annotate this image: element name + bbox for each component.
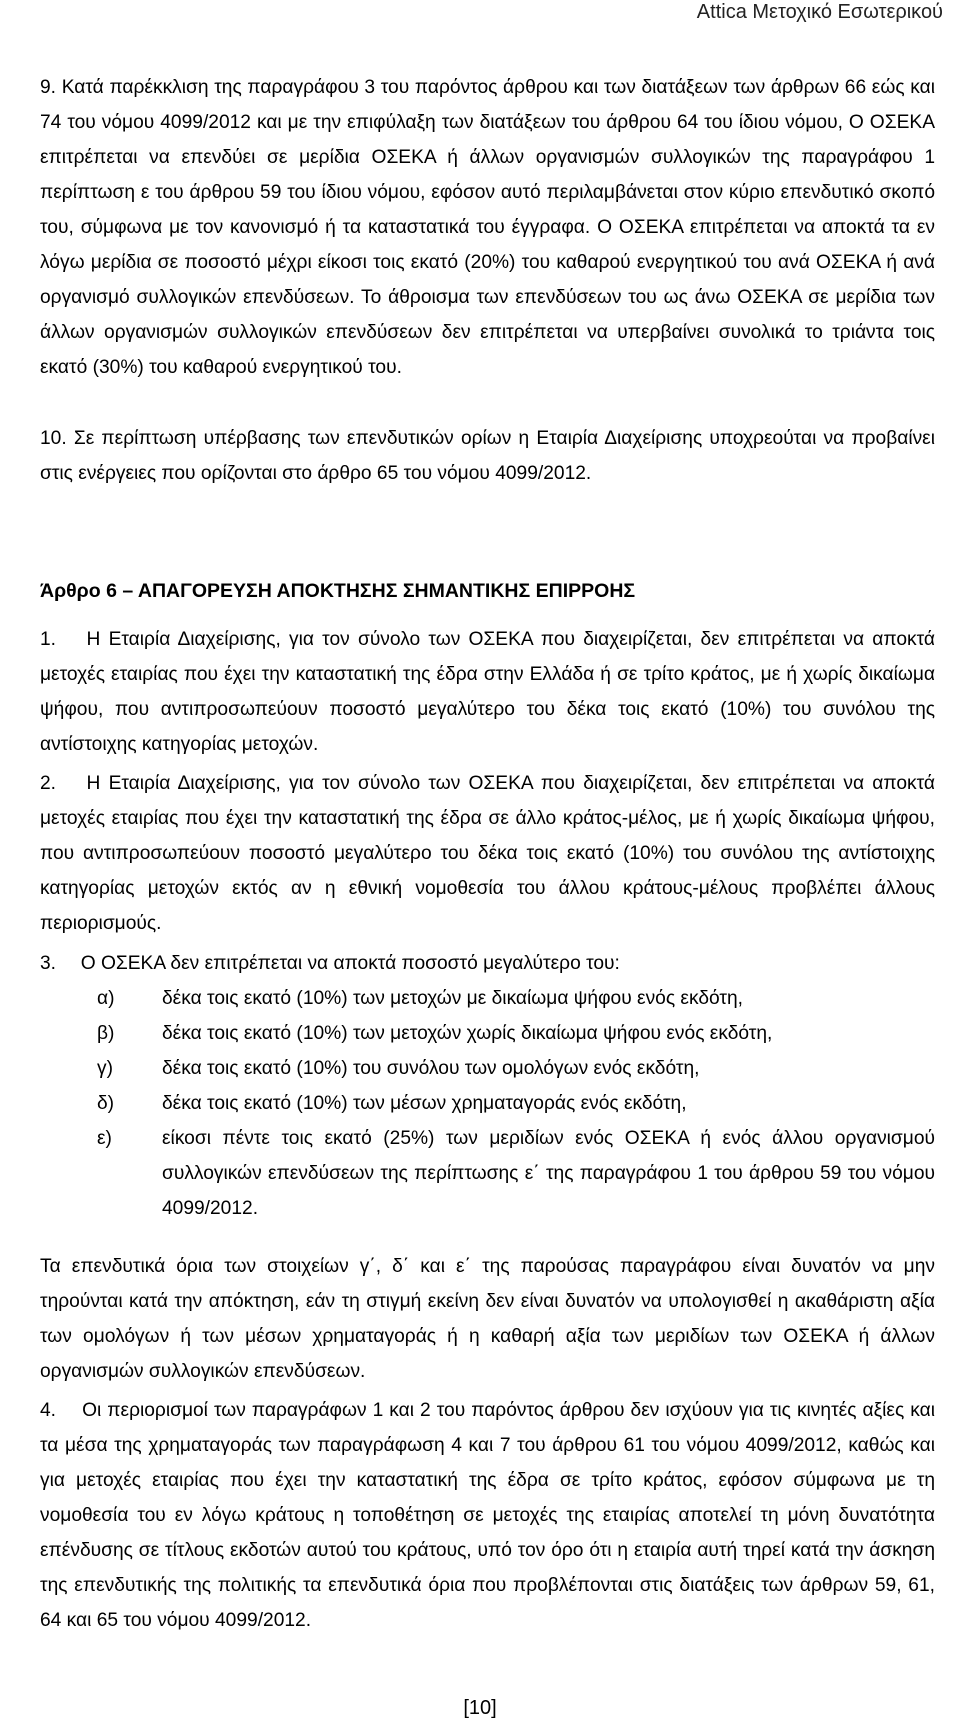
article-paragraph-2 [40, 766, 935, 941]
list-item [97, 1086, 935, 1121]
list-item-label: γ) [97, 1058, 113, 1079]
article-paragraph-2-number: 2. [40, 773, 57, 794]
article-paragraph-4 [40, 1393, 935, 1638]
list-item-label: ε) [97, 1128, 112, 1149]
article-paragraph-4-number: 4. [40, 1400, 57, 1421]
list-item-text: δέκα τοις εκατό (10%) των μέσων χρηματαγοράς ενός εκδότη, [162, 1093, 687, 1114]
list-item-label: β) [97, 1023, 115, 1044]
article-heading: Άρθρο 6 – ΑΠΑΓΟΡΕΥΣΗ ΑΠΟΚΤΗΣΗΣ ΣΗΜΑΝΤΙΚΗΣ ΕΠΙΡΡΟΗΣ [40, 580, 636, 602]
page-header-title: Attica Μετοχικό Εσωτερικού [696, 1, 943, 23]
article-paragraph-1 [40, 622, 935, 762]
article-paragraph-4-text: Οι περιορισμοί των παραγράφων 1 και 2 του παρόντος άρθρου δεν ισχύουν για τις κινητές αξίες και τα μέσα της χρηματαγοράς των παραγράφωση 4 και 7 του άρθρου 61 του νόμου 4099/2012, καθώς και για μετοχές εταιρίας που έχει την καταστατική της έδρα σε τρίτο κράτος, εφόσον σύμφωνα με τη νομοθεσία του εν λόγω κράτους η τοποθέτηση σε μετοχές της εταιρίας αποτελεί τη μόνη δυνατότητα επένδυσης σε τίτλους εκδοτών αυτού του κράτους, υπό τον όρο ότι η εταιρία αυτή τηρεί κατά την άσκηση της επενδυτικής της πολιτικής τα επενδυτικά όρια που προβλέπονται στις διατάξεις των άρθρων 59, 61, 64 και 65 του νόμου 4099/2012. [40, 1400, 935, 1631]
paragraph-10: 10. Σε περίπτωση υπέρβασης των επενδυτικών ορίων η Εταιρία Διαχείρισης υποχρεούται να προβαίνει στις ενέργειες που ορίζονται στο άρθρο 65 του νόμου 4099/2012. [40, 428, 935, 484]
list-item [97, 981, 935, 1016]
list-item-label: δ) [97, 1093, 115, 1114]
article-paragraph-3-intro-text: Ο ΟΣΕΚΑ δεν επιτρέπεται να αποκτά ποσοστό μεγαλύτερο του: [80, 953, 620, 974]
list-item-text: δέκα τοις εκατό (10%) των μετοχών χωρίς δικαίωμα ψήφου ενός εκδότη, [162, 1023, 773, 1044]
article-paragraph-1-number: 1. [40, 629, 57, 650]
list-item-text: είκοσι πέντε τοις εκατό (25%) των μεριδίων ενός ΟΣΕΚΑ ή ενός άλλου οργανισμού συλλογικών επενδύσεων της περίπτωσης ε΄ της παραγράφου 1 του άρθρου 59 του νόμου 4099/2012. [162, 1128, 935, 1219]
article-paragraph-3-intro [40, 946, 935, 981]
list-item [97, 1016, 935, 1051]
list-item-label: α) [97, 988, 115, 1009]
paragraph-9: 9. Κατά παρέκκλιση της παραγράφου 3 του παρόντος άρθρου και των διατάξεων των άρθρων 66 εώς και 74 του νόμου 4099/2012 και με την επιφύλαξη των διατάξεων του άρθρου 64 του ίδιου νόμου, Ο ΟΣΕΚΑ επιτρέπεται να επενδύει σε μερίδια ΟΣΕΚΑ ή άλλων οργανισμών συλλογικών της παραγράφου 1 περίπτωση ε του άρθρου 59 του ίδιου νόμου, εφόσον αυτό περιλαμβάνεται στον κύριο επενδυτικό σκοπό του, σύμφωνα με τον κανονισμό ή τα καταστατικά του έγγραφα. Ο ΟΣΕΚΑ επιτρέπεται να αποκτά τα εν λόγω μερίδια σε ποσοστό μέχρι είκοσι τοις εκατό (20%) του καθαρού ενεργητικού του ανά ΟΣΕΚΑ ή ανά οργανισμό συλλογικών επενδύσεων. Το άθροισμα των επενδύσεων του ως άνω ΟΣΕΚΑ σε μερίδια των άλλων οργανισμών συλλογικών επενδύσεων δεν επιτρέπεται να υπερβαίνει συνολικά το τριάντα τοις εκατό (30%) του καθαρού ενεργητικού του. [40, 77, 935, 378]
list-item-text: δέκα τοις εκατό (10%) του συνόλου των ομολόγων ενός εκδότη, [162, 1058, 700, 1079]
list-item [97, 1051, 935, 1086]
article-paragraph-3-closing: Τα επενδυτικά όρια των στοιχείων γ΄, δ΄ και ε΄ της παρούσας παραγράφου είναι δυνατόν να μην τηρούνται κατά την απόκτηση, εάν τη στιγμή εκείνη δεν είναι δυνατόν να υπολογισθεί η ακαθάριστη αξία των ομολόγων ή των μέσων χρηματαγοράς ή η καθαρή αξία των μεριδίων των ΟΣΕΚΑ ή άλλων οργανισμών συλλογικών επενδύσεων. [40, 1256, 935, 1382]
list-item [97, 1121, 935, 1226]
article-paragraph-3-number: 3. [40, 953, 57, 974]
page-number: [10] [463, 1697, 497, 1719]
list-item-text: δέκα τοις εκατό (10%) των μετοχών με δικαίωμα ψήφου ενός εκδότη, [162, 988, 744, 1009]
article-paragraph-1-text: Η Εταιρία Διαχείρισης, για τον σύνολο των ΟΣΕΚΑ που διαχειρίζεται, δεν επιτρέπεται να αποκτά μετοχές εταιρίας που έχει την καταστατική της έδρα στην Ελλάδα ή σε τρίτο κράτος, με ή χωρίς δικαίωμα ψήφου, που αντιπροσωπεύουν ποσοστό μεγαλύτερο του δέκα τοις εκατό (10%) του συνόλου της αντίστοιχης κατηγορίας μετοχών. [40, 629, 935, 755]
article-paragraph-2-text: Η Εταιρία Διαχείρισης, για τον σύνολο των ΟΣΕΚΑ που διαχειρίζεται, δεν επιτρέπεται να αποκτά μετοχές εταιρίας που έχει την καταστατική της έδρα σε άλλο κράτος-μέλος, με ή χωρίς δικαίωμα ψήφου, που αντιπροσωπεύουν ποσοστό μεγαλύτερο του δέκα τοις εκατό (10%) του συνόλου της αντίστοιχης κατηγορίας μετοχών εκτός αν η εθνική νομοθεσία του άλλου κράτους-μέλους προβλέπει άλλους περιορισμούς. [40, 773, 935, 934]
